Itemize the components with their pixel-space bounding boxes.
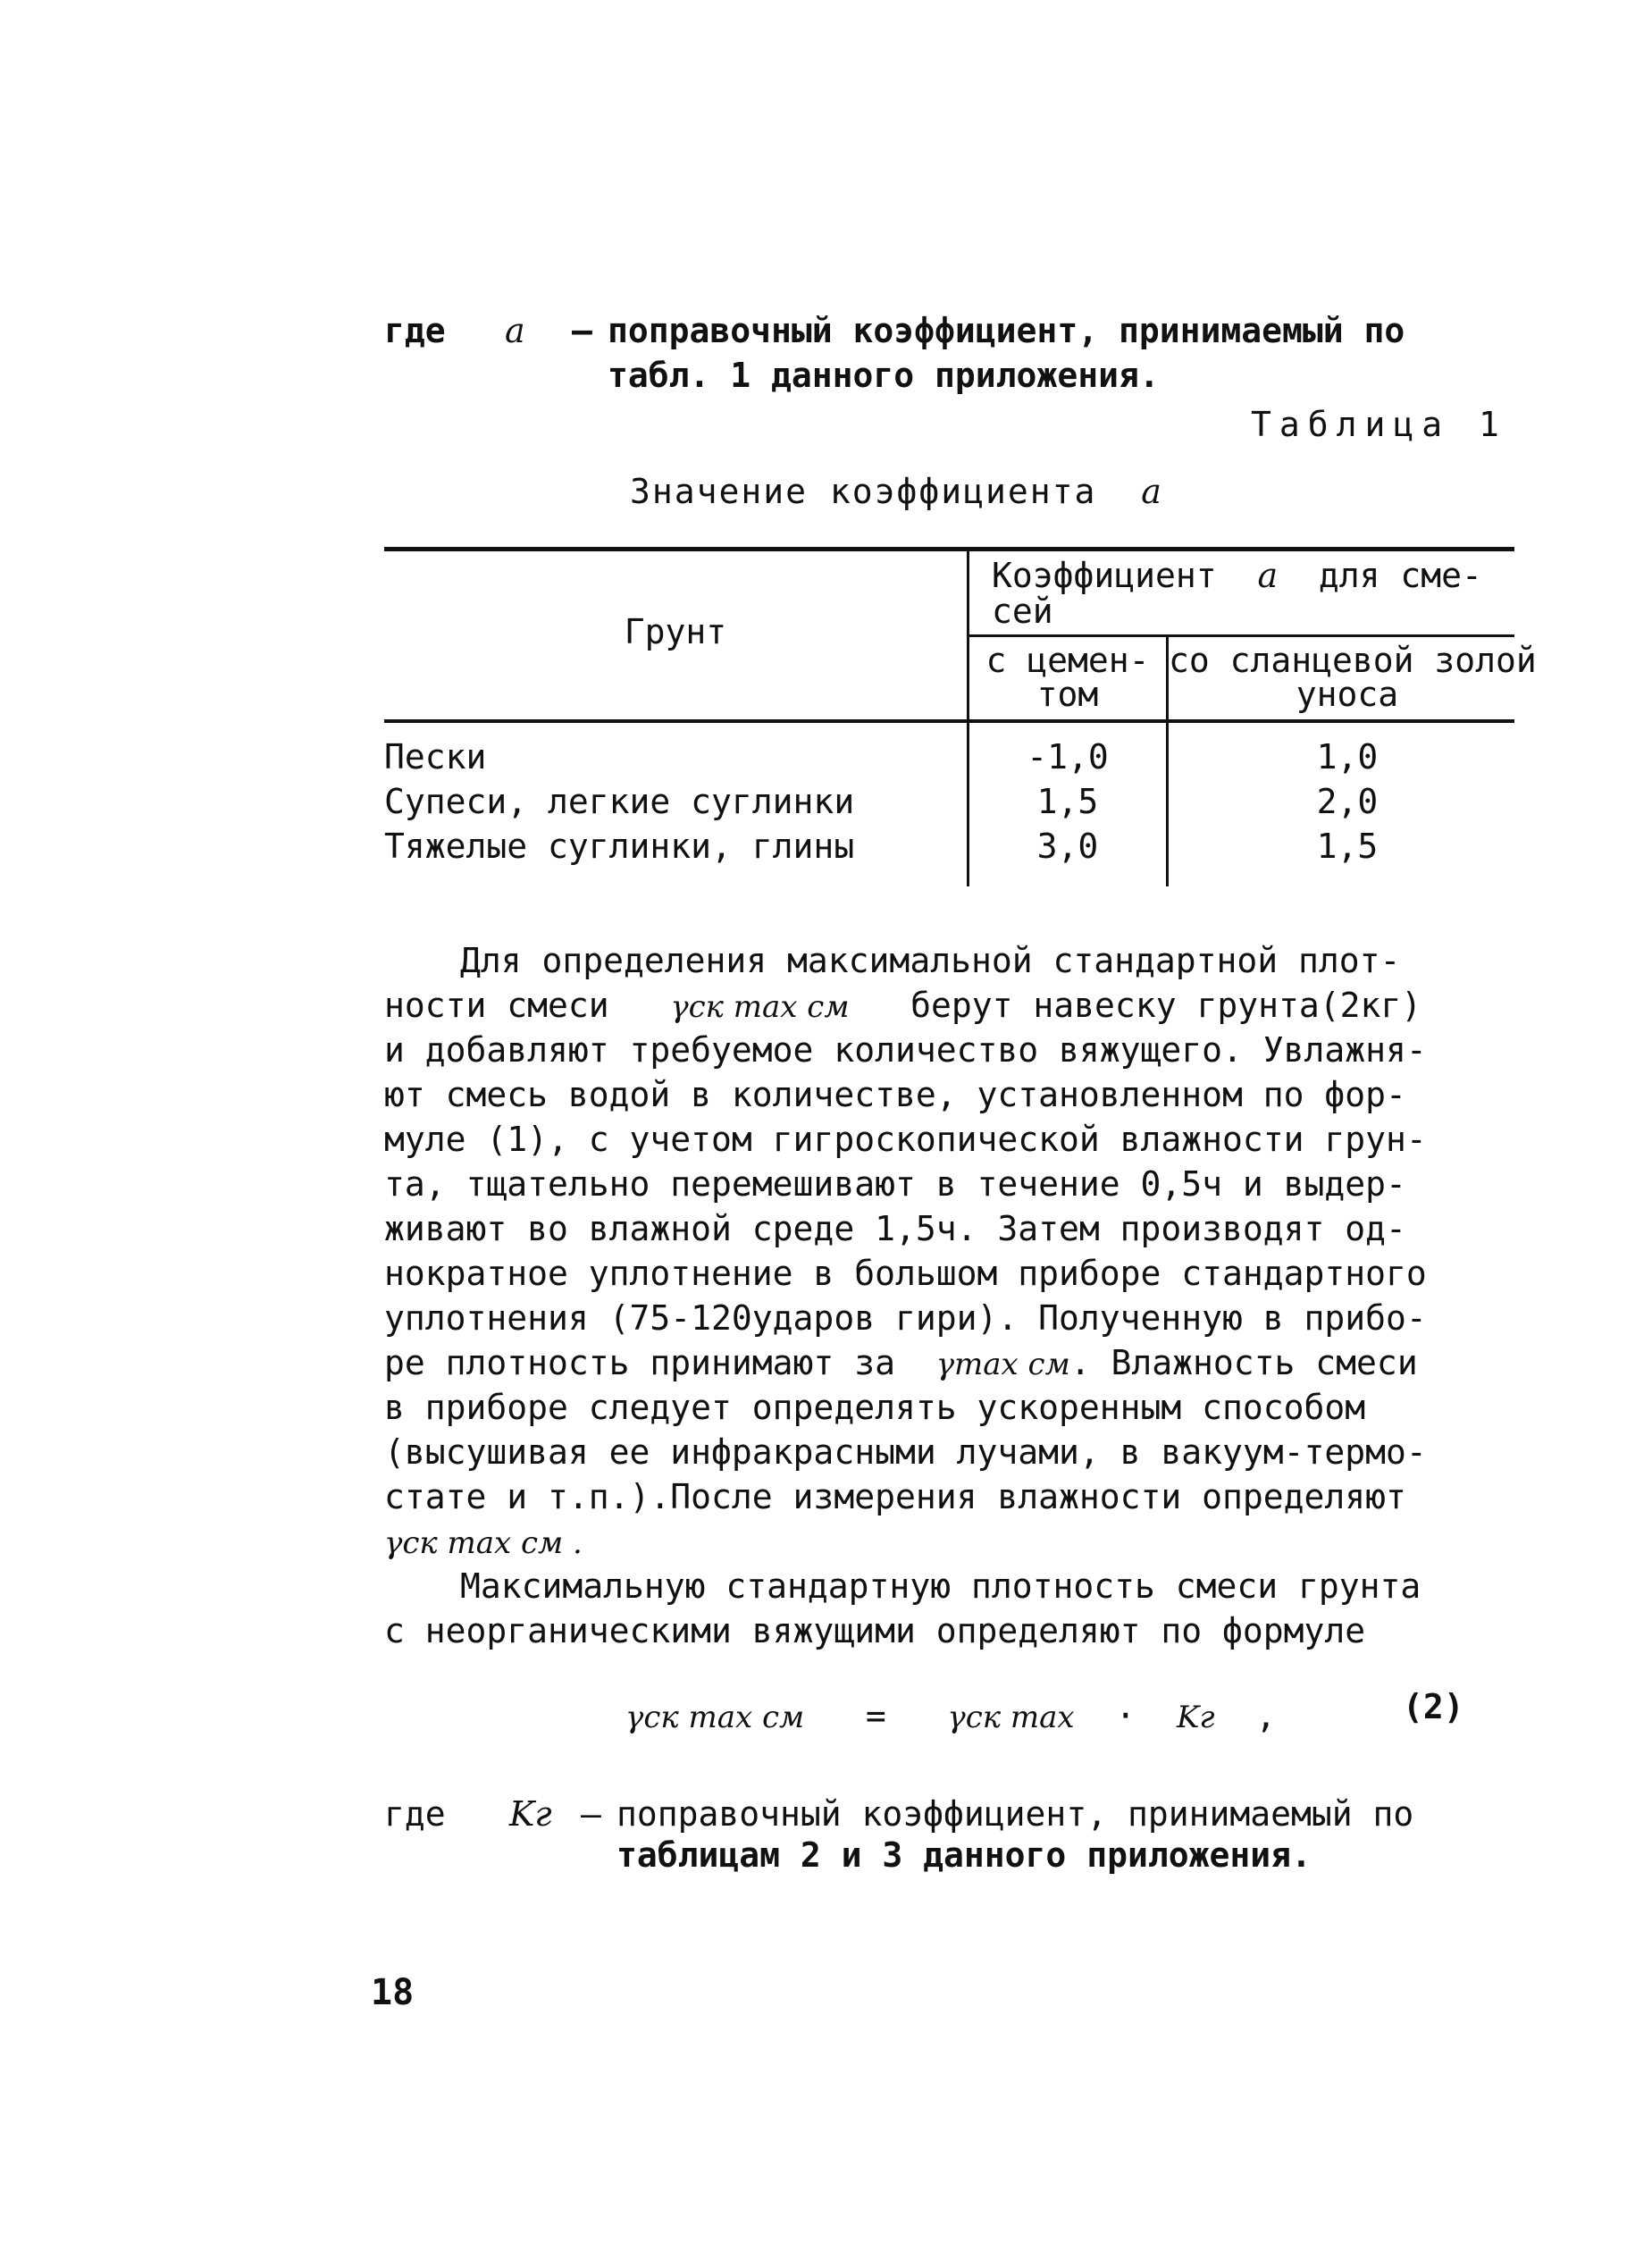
row-soil: Тяжелые суглинки, глины: [384, 827, 855, 866]
row-ash: 2,0: [1316, 782, 1379, 821]
text-line: живают во влажной среде 1,5ч. Затем производят од-: [384, 1209, 1406, 1248]
definition-text-line2: таблицам 2 и 3 данного приложения.: [616, 1835, 1312, 1875]
definition-text-line2: табл. 1 данного приложения.: [608, 356, 1160, 395]
page-number: 18: [371, 1972, 415, 2013]
dash: –: [581, 1794, 601, 1834]
header-ash: со сланцевой золой уноса: [1169, 641, 1537, 714]
row-soil: Супеси, легкие суглинки: [384, 782, 855, 821]
row-cement: -1,0: [1027, 737, 1109, 777]
formula-number: (2): [1403, 1687, 1464, 1726]
dash: –: [572, 311, 592, 350]
text-line: и добавляют требуемое количество вяжущего. Увлажня-: [384, 1030, 1427, 1070]
symbol-kg: Kг: [509, 1794, 552, 1834]
text-line: ности смеси γск max см берут навеску грунта(2кг): [384, 986, 1422, 1025]
text-line: Максимальную стандартную плотность смеси грунта: [460, 1566, 1421, 1606]
text-line: стате и т.п.).После измерения влажности определяют: [384, 1477, 1406, 1516]
body-paragraph: [384, 938, 1537, 1653]
header-soil: Грунт: [624, 612, 727, 651]
text-line: Для определения максимальной стандартной плот-: [460, 941, 1401, 980]
text-line: в приборе следует определять ускоренным способом: [384, 1388, 1366, 1427]
table-subheader-rule: [967, 634, 1514, 637]
definition-a: [384, 308, 1546, 398]
text-line: муле (1), с учетом гигроскопической влажности грун-: [384, 1120, 1427, 1159]
row-cement: 3,0: [1036, 827, 1099, 866]
text-line: ре плотность принимают за γmax см. Влажность смеси: [384, 1343, 1418, 1382]
formula-rhs1: γск max: [947, 1700, 1075, 1735]
text-line: та, тщательно перемешивают в течение 0,5ч и выдер-: [384, 1164, 1406, 1204]
text-line: (высушивая ее инфракрасными лучами, в вакуум-термо-: [384, 1432, 1427, 1472]
gamma-sk-max-sm-symbol: γск max см .: [384, 1525, 583, 1561]
formula-2: γск max см = γск max · Kг ,: [625, 1696, 1277, 1735]
definition-text-line1: поправочный коэффициент, принимаемый по: [616, 1794, 1414, 1834]
row-soil: Пески: [384, 737, 487, 777]
table-top-rule: [384, 547, 1514, 551]
text-line: с неорганическими вяжущими определяют по формуле: [384, 1611, 1366, 1650]
header-coefficient: Коэффициент a для сме- сей: [992, 556, 1482, 631]
gamma-sk-max-sm-symbol: γск max см: [670, 989, 850, 1025]
text-line: нократное уплотнение в большом приборе стандартного: [384, 1254, 1427, 1293]
definition-text-line1: поправочный коэффициент, принимаемый по: [608, 311, 1405, 350]
header-cement: с цемен- том: [985, 641, 1150, 714]
row-ash: 1,0: [1316, 737, 1379, 777]
row-ash: 1,5: [1316, 827, 1379, 866]
formula-equals: =: [865, 1696, 886, 1735]
formula-lhs: γск max см: [625, 1700, 805, 1735]
gamma-max-sm-symbol: γmax см: [935, 1347, 1070, 1382]
text-line: [384, 1519, 1537, 1564]
table-caption: Значение коэффициента a: [630, 472, 1163, 511]
formula-rhs2: Kг: [1176, 1700, 1215, 1735]
symbol-a: a: [505, 311, 525, 350]
where-word: где: [384, 1794, 446, 1834]
definition-kg: [384, 1792, 1546, 1874]
text-line: ют смесь водой в количестве, установленном по фор-: [384, 1075, 1406, 1114]
caption-symbol: a: [1141, 472, 1163, 511]
table-label: Таблица 1: [1251, 405, 1507, 444]
where-word: где: [384, 311, 446, 350]
text-line: уплотнения (75-120ударов гири). Полученную в прибо-: [384, 1298, 1427, 1338]
row-cement: 1,5: [1036, 782, 1099, 821]
table-header-rule: [384, 719, 1514, 723]
